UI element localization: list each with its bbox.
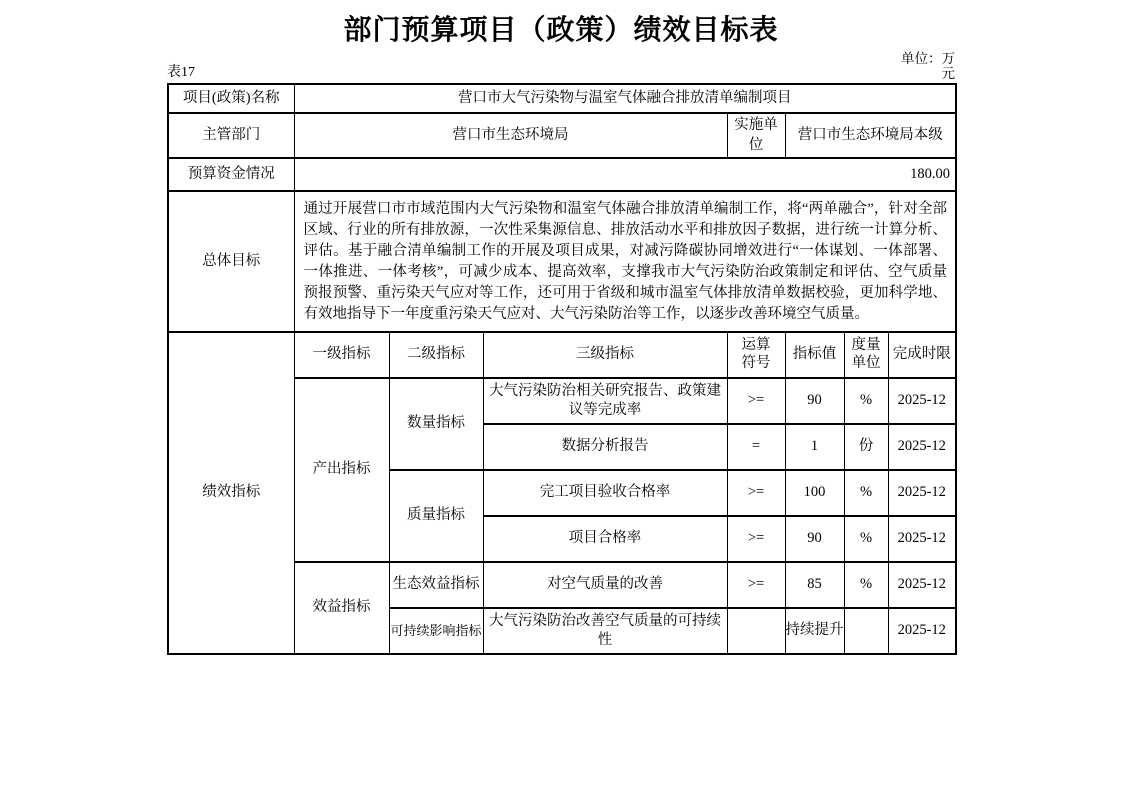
unit-cell: % <box>844 516 888 562</box>
unit-cell: 份 <box>844 424 888 470</box>
header-unit <box>844 332 888 378</box>
value-cell: 100 <box>785 470 844 516</box>
header-deadline: 完成时限 <box>888 332 956 378</box>
deadline-cell: 2025-12 <box>888 608 956 654</box>
level3-indicator: 项目合格率 <box>483 516 727 562</box>
goal-text: 通过开展营口市市域范围内大气污染物和温室气体融合排放清单编制工作，将“两单融合”，针对全部区域、行业的所有排放源，一次性采集源信息、排放活动水平和排放因子数据，进行统一计算分析、评估。基于融合清单编制工作的开展及项目成果，对减污降碳协同增效进行“一体谋划、一体部署、一体推进、一体考核”，可减少成本、提高效率，支撑我市大气污染防治政策制定和评估、空气质量预报预警、重污染天气应对等工作，还可用于省级和城市温室气体排放清单数据校验，更加科学地、有效地指导下一年度重污染天气应对、大气污染防治等工作，以逐步改善环境空气质量。 <box>294 191 956 332</box>
value-cell: 90 <box>785 516 844 562</box>
level2-quantity: 数量指标 <box>389 378 483 470</box>
level3-indicator: 对空气质量的改善 <box>483 562 727 608</box>
dept-label: 主管部门 <box>168 113 294 158</box>
row-overall-goal <box>168 191 956 332</box>
level1-benefit: 效益指标 <box>294 562 389 654</box>
page-title: 部门预算项目（政策）绩效目标表 <box>343 14 779 45</box>
row-indicator-header <box>168 332 956 378</box>
header-operator <box>727 332 785 378</box>
dept-value: 营口市生态环境局 <box>294 113 727 158</box>
level2-quality: 质量指标 <box>389 470 483 562</box>
goal-label: 总体目标 <box>168 191 294 332</box>
level3-indicator: 完工项目验收合格率 <box>483 470 727 516</box>
table-meta <box>167 51 955 81</box>
operator-cell: >= <box>727 562 785 608</box>
operator-cell: >= <box>727 516 785 562</box>
table-number: 表17 <box>167 65 195 80</box>
value-cell: 90 <box>785 378 844 424</box>
deadline-cell: 2025-12 <box>888 378 956 424</box>
operator-cell: = <box>727 424 785 470</box>
row-project-name <box>168 84 956 113</box>
budget-amount: 180.00 <box>294 158 956 191</box>
impl-unit-label: 实施单位 <box>727 113 785 158</box>
level3-indicator: 大气污染防治相关研究报告、政策建议等完成率 <box>483 378 727 424</box>
header-operator-text: 运算符号 <box>741 337 771 372</box>
level2-sustainability: 可持续影响指标 <box>389 608 483 654</box>
unit-cell <box>844 608 888 654</box>
unit-cell: % <box>844 470 888 516</box>
unit-cell: % <box>844 378 888 424</box>
deadline-cell: 2025-12 <box>888 470 956 516</box>
value-cell: 持续提升 <box>785 608 844 654</box>
header-level3: 三级指标 <box>483 332 727 378</box>
level1-output: 产出指标 <box>294 378 389 562</box>
deadline-cell: 2025-12 <box>888 562 956 608</box>
row-budget <box>168 158 956 191</box>
deadline-cell: 2025-12 <box>888 424 956 470</box>
row-departments <box>168 113 956 158</box>
project-name-label: 项目(政策)名称 <box>168 84 294 113</box>
unit-cell: % <box>844 562 888 608</box>
operator-cell <box>727 608 785 654</box>
header-value: 指标值 <box>785 332 844 378</box>
value-cell: 1 <box>785 424 844 470</box>
header-level1: 一级指标 <box>294 332 389 378</box>
level3-indicator: 数据分析报告 <box>483 424 727 470</box>
impl-unit-value: 营口市生态环境局本级 <box>785 113 956 158</box>
value-cell: 85 <box>785 562 844 608</box>
performance-target-table <box>167 83 957 655</box>
budget-label: 预算资金情况 <box>168 158 294 191</box>
unit-label: 单位：万元 <box>901 51 955 81</box>
indicators-section-label: 绩效指标 <box>168 332 294 654</box>
operator-cell: >= <box>727 470 785 516</box>
level3-indicator: 大气污染防治改善空气质量的可持续性 <box>483 608 727 654</box>
header-level2: 二级指标 <box>389 332 483 378</box>
deadline-cell: 2025-12 <box>888 516 956 562</box>
level2-eco-benefit: 生态效益指标 <box>389 562 483 608</box>
operator-cell: >= <box>727 378 785 424</box>
header-unit-text: 度量单位 <box>851 337 881 372</box>
project-name-value: 营口市大气污染物与温室气体融合排放清单编制项目 <box>294 84 956 113</box>
